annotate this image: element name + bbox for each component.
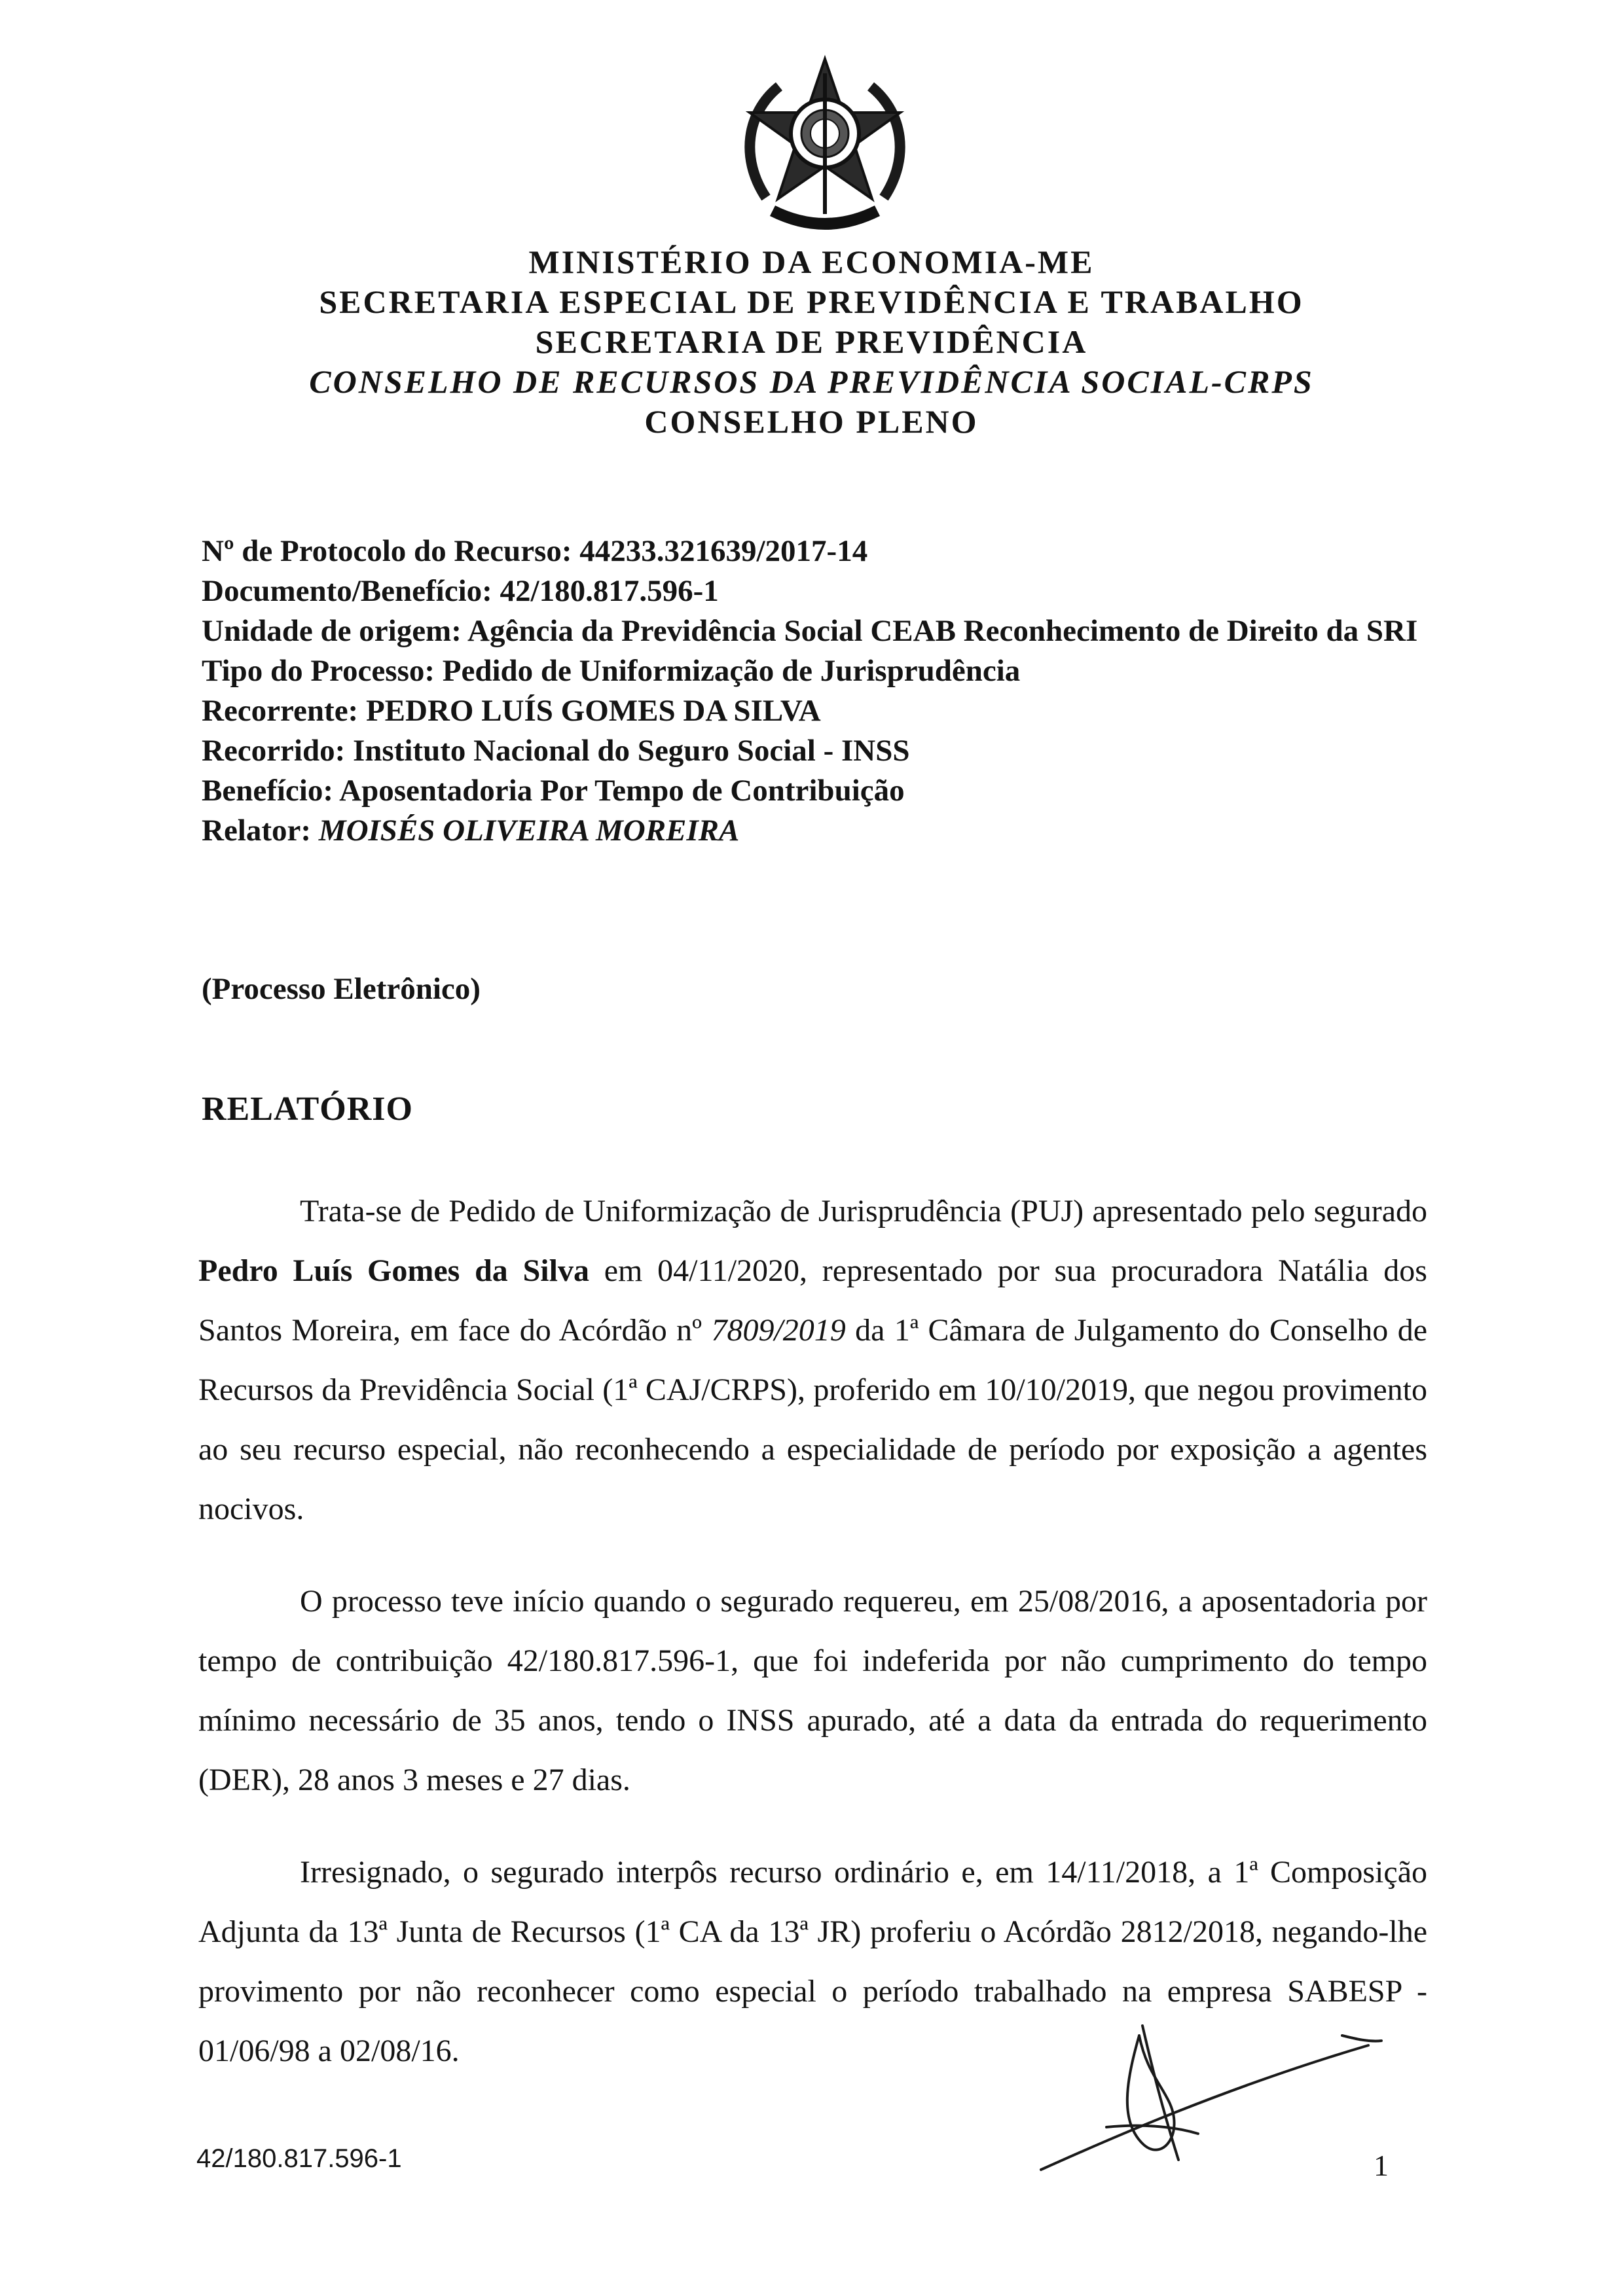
header-plenary: CONSELHO PLENO: [644, 403, 979, 440]
paragraph-2: O processo teve início quando o segurado requereu, em 25/08/2016, a aposentadoria por tempo de contribuição 42/180.817.596-1, que foi indeferida por não cumprimento do tempo mínimo necessário de 35 anos, tendo o INSS apurado, até a data da entrada do requerimento (DER), 28 anos 3 meses e 27 dias.: [198, 1584, 1427, 1797]
protocol-number: Nº de Protocolo do Recurso: 44233.321639/2017-14: [202, 534, 868, 568]
page-number: 1: [1374, 2149, 1389, 2182]
report-body: [198, 1181, 1427, 2113]
electronic-process-note: (Processo Eletrônico): [202, 972, 481, 1006]
judgment-number: 7809/2019: [711, 1313, 846, 1348]
brazil-coat-of-arms-icon: [727, 47, 923, 243]
section-title: RELATÓRIO: [202, 1090, 413, 1128]
appellee: Recorrido: Instituto Nacional do Seguro Social - INSS: [202, 734, 910, 768]
paragraph-3: Irresignado, o segurado interpôs recurso ordinário e, em 14/11/2018, a 1ª Composição Adjunta da 13ª Junta de Recursos (1ª CA da 13ª JR) proferiu o Acórdão 2812/2018, negando-lhe provimento por não reconhecer como especial o período trabalhado na empresa SABESP - 01/06/98 a 02/08/16.: [198, 1855, 1427, 2068]
rapporteur-name: MOISÉS OLIVEIRA MOREIRA: [318, 814, 740, 848]
paragraph-1-part-a: Trata-se de Pedido de Uniformização de Jurisprudência (PUJ) apresentado pelo segurado: [300, 1194, 1427, 1229]
paragraph-1: [198, 1181, 1427, 1539]
handwritten-signature: [1028, 2009, 1395, 2179]
case-metadata: [202, 531, 1442, 851]
origin-unit: Unidade de origem: Agência da Previdência Social CEAB Reconhecimento de Direito da SRI: [202, 614, 1418, 648]
header-secretariat: SECRETARIA DE PREVIDÊNCIA: [535, 323, 1088, 360]
paragraph-1-part-b: em 04/11/2020, representado por sua procuradora Natália dos Santos Moreira, em face do Acórdão nº: [198, 1253, 1427, 1348]
paragraph-1-part-c: da 1ª Câmara de Julgamento do Conselho de Recursos da Previdência Social (1ª CAJ/CRPS), proferido em 10/10/2019, que negou provimento ao seu recurso especial, não reconhecendo a especialidade de período por exposição a agentes nocivos.: [198, 1313, 1428, 1526]
insured-name: Pedro Luís Gomes da Silva: [198, 1253, 589, 1288]
header-special-secretariat: SECRETARIA ESPECIAL DE PREVIDÊNCIA E TRABALHO: [319, 283, 1304, 320]
document-header: [0, 242, 1623, 442]
rapporteur-label: Relator:: [202, 814, 312, 848]
appellant: Recorrente: PEDRO LUÍS GOMES DA SILVA: [202, 694, 821, 728]
benefit-type: Benefício: Aposentadoria Por Tempo de Contribuição: [202, 774, 905, 808]
header-council: CONSELHO DE RECURSOS DA PREVIDÊNCIA SOCIAL-CRPS: [309, 363, 1314, 400]
footer-document-number: 42/180.817.596-1: [196, 2144, 402, 2173]
header-ministry: MINISTÉRIO DA ECONOMIA-ME: [528, 243, 1095, 280]
rapporteur: [202, 811, 1442, 851]
document-benefit: Documento/Benefício: 42/180.817.596-1: [202, 574, 719, 608]
process-type: Tipo do Processo: Pedido de Uniformização de Jurisprudência: [202, 654, 1021, 688]
